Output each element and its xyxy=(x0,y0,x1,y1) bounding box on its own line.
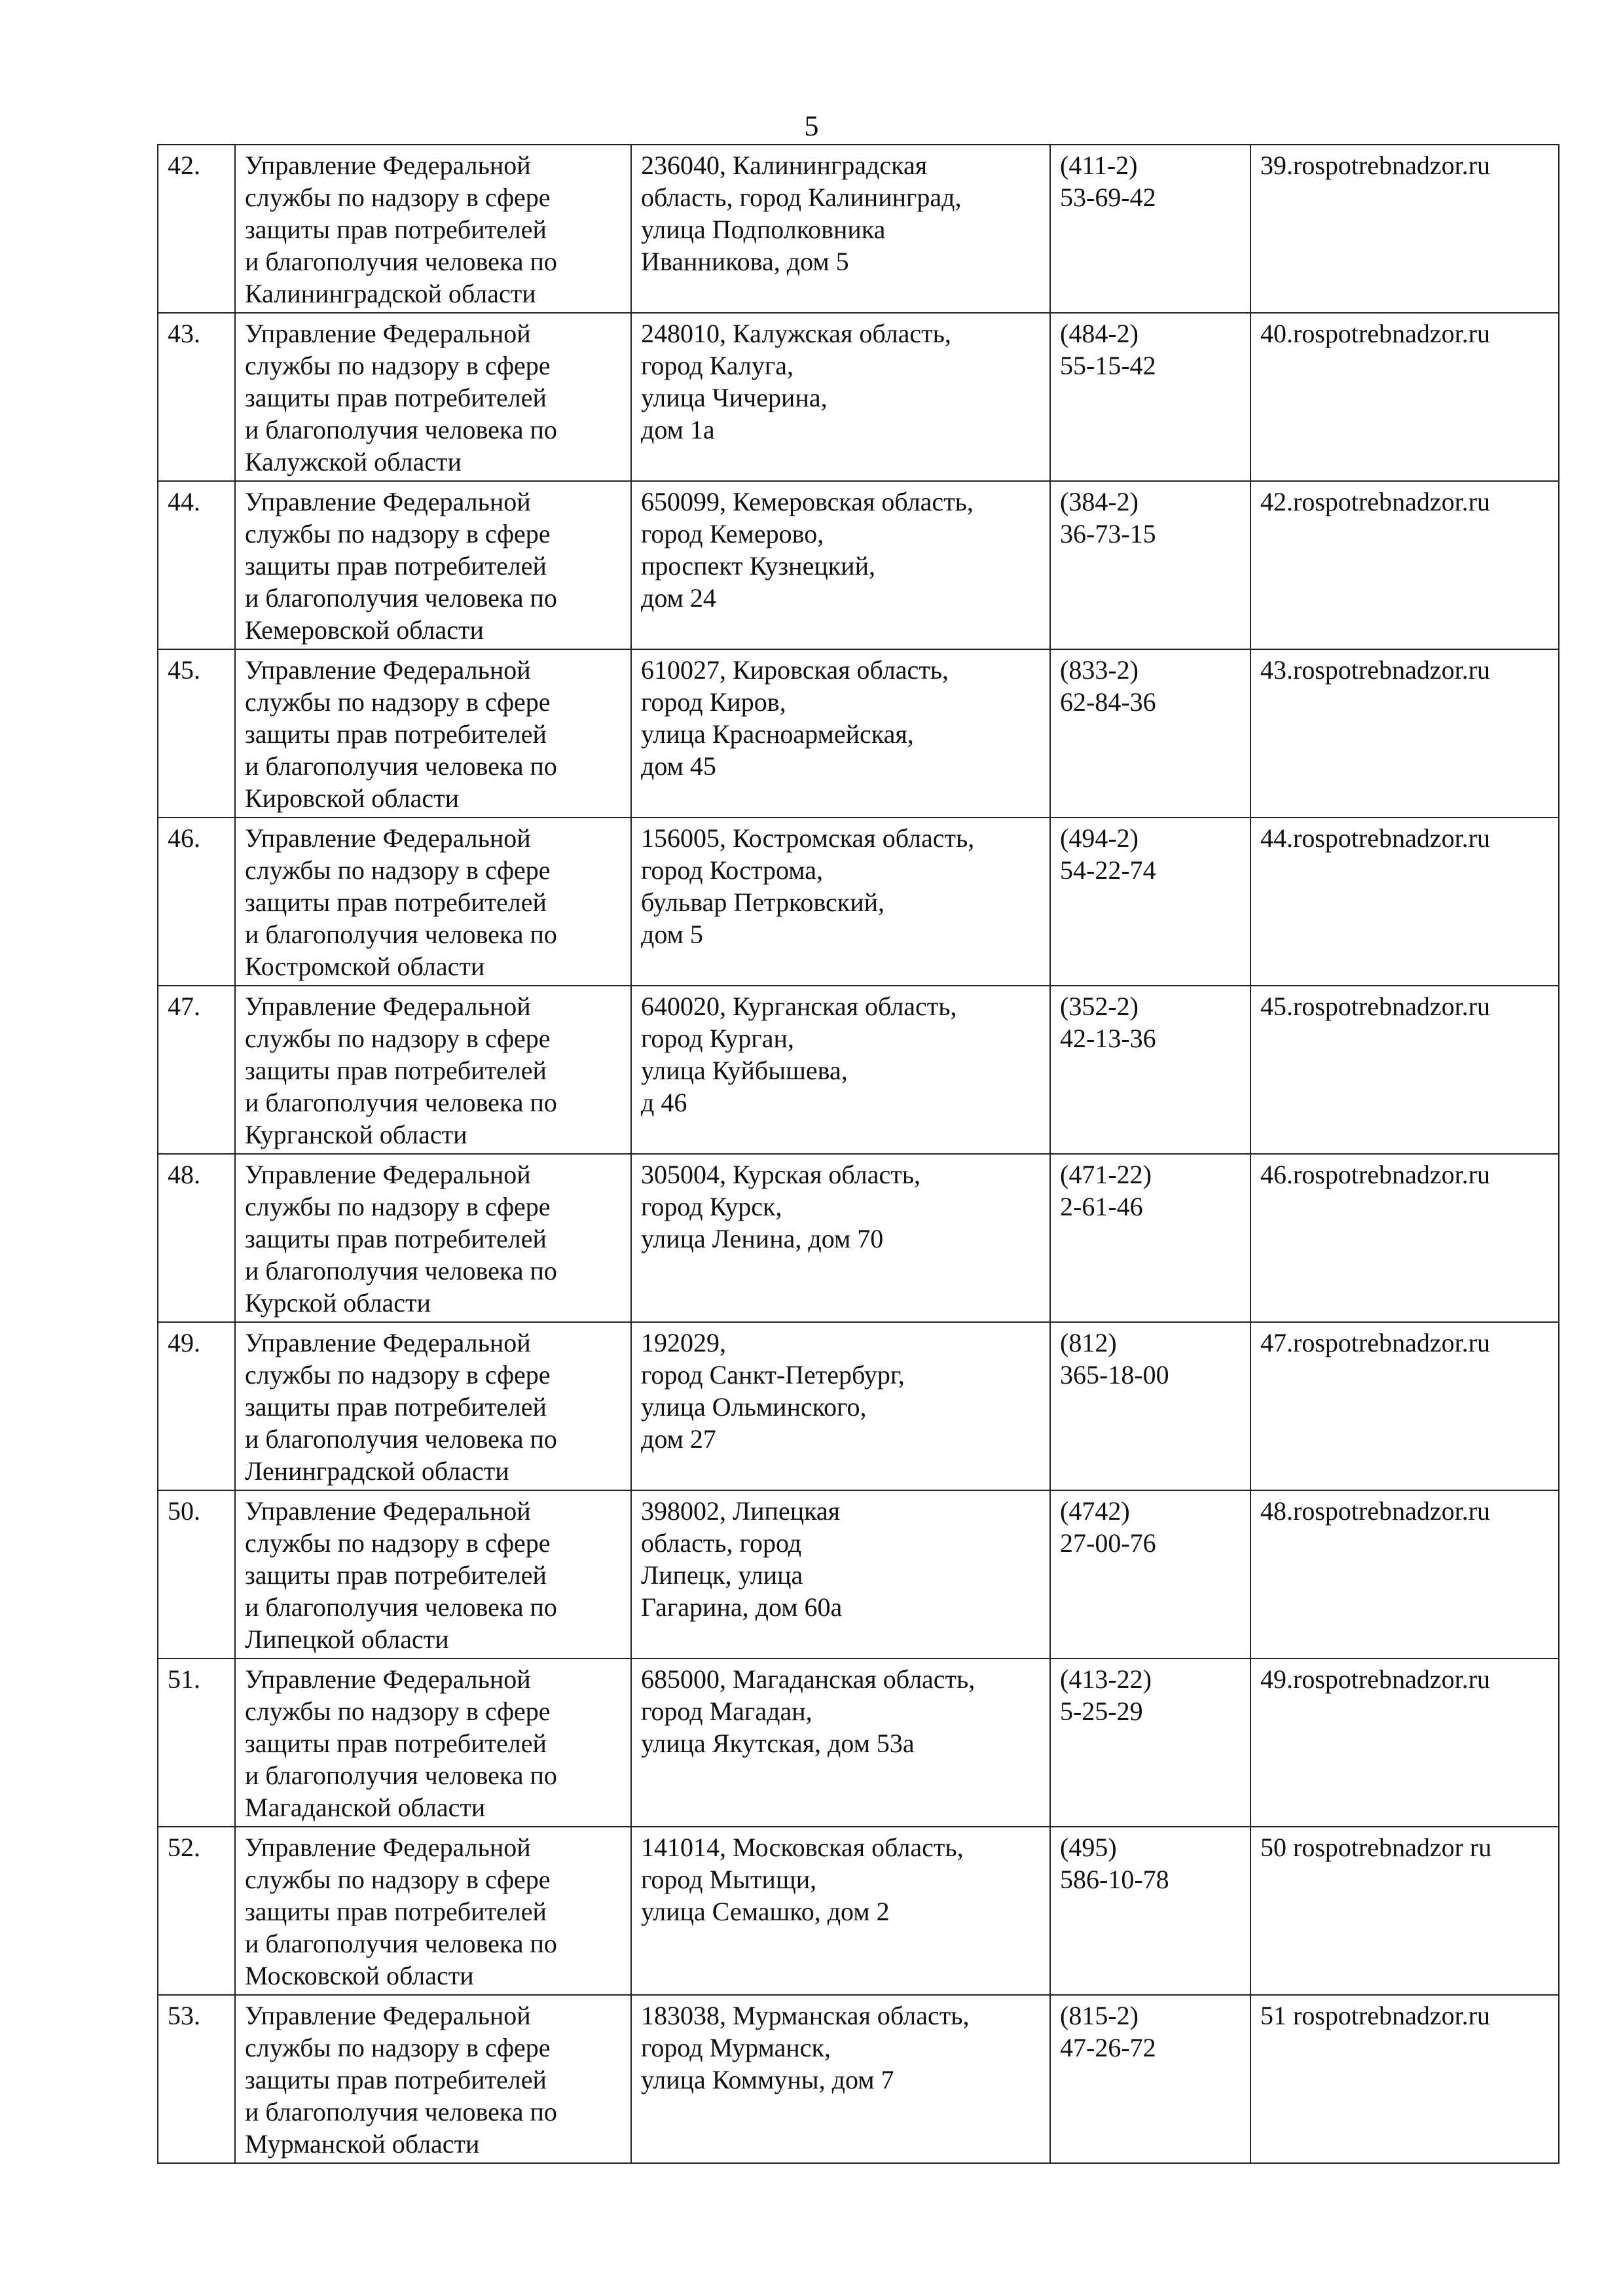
table-row xyxy=(158,986,1559,1154)
row-number: 53. xyxy=(158,1995,235,2163)
agency-phone: (413-22) 5-25-29 xyxy=(1050,1659,1250,1827)
agency-website: 42.rospotrebnadzor.ru xyxy=(1250,481,1559,649)
agency-phone: (484-2) 55-15-42 xyxy=(1050,313,1250,481)
agency-address: 640020, Курганская область, город Курган, улица Куйбышева, д 46 xyxy=(631,986,1050,1154)
agency-address: 398002, Липецкая область, город Липецк, улица Гагарина, дом 60а xyxy=(631,1490,1050,1659)
row-number: 48. xyxy=(158,1154,235,1322)
agency-name: Управление Федеральной службы по надзору в сфере защиты прав потребителей и благополучия человека по Кемеровской области xyxy=(235,481,631,649)
agency-website: 51 rospotrebnadzor.ru xyxy=(1250,1995,1559,2163)
table-row xyxy=(158,1154,1559,1322)
agency-name: Управление Федеральной службы по надзору в сфере защиты прав потребителей и благополучия человека по Московской области xyxy=(235,1827,631,1995)
row-number: 45. xyxy=(158,649,235,817)
row-number: 42. xyxy=(158,145,235,313)
agency-address: 192029, город Санкт-Петербург, улица Ольминского, дом 27 xyxy=(631,1322,1050,1490)
agency-phone: (411-2) 53-69-42 xyxy=(1050,145,1250,313)
row-number: 50. xyxy=(158,1490,235,1659)
agency-name: Управление Федеральной службы по надзору в сфере защиты прав потребителей и благополучия человека по Курганской области xyxy=(235,986,631,1154)
agency-address: 156005, Костромская область, город Кострома, бульвар Петрковский, дом 5 xyxy=(631,817,1050,986)
agency-website: 39.rospotrebnadzor.ru xyxy=(1250,145,1559,313)
agency-address: 305004, Курская область, город Курск, улица Ленина, дом 70 xyxy=(631,1154,1050,1322)
agency-name: Управление Федеральной службы по надзору в сфере защиты прав потребителей и благополучия человека по Калининградской области xyxy=(235,145,631,313)
agency-address: 610027, Кировская область, город Киров, улица Красноармейская, дом 45 xyxy=(631,649,1050,817)
table-row xyxy=(158,817,1559,986)
agency-name: Управление Федеральной службы по надзору в сфере защиты прав потребителей и благополучия человека по Калужской области xyxy=(235,313,631,481)
row-number: 52. xyxy=(158,1827,235,1995)
agency-name: Управление Федеральной службы по надзору в сфере защиты прав потребителей и благополучия человека по Кировской области xyxy=(235,649,631,817)
table-row xyxy=(158,1827,1559,1995)
agency-name: Управление Федеральной службы по надзору в сфере защиты прав потребителей и благополучия человека по Ленинградской области xyxy=(235,1322,631,1490)
agency-website: 45.rospotrebnadzor.ru xyxy=(1250,986,1559,1154)
table-row xyxy=(158,313,1559,481)
row-number: 51. xyxy=(158,1659,235,1827)
agency-name: Управление Федеральной службы по надзору в сфере защиты прав потребителей и благополучия человека по Липецкой области xyxy=(235,1490,631,1659)
agency-website: 48.rospotrebnadzor.ru xyxy=(1250,1490,1559,1659)
agency-address: 141014, Московская область, город Мытищи, улица Семашко, дом 2 xyxy=(631,1827,1050,1995)
agency-phone: (384-2) 36-73-15 xyxy=(1050,481,1250,649)
agency-phone: (815-2) 47-26-72 xyxy=(1050,1995,1250,2163)
agency-phone: (812) 365-18-00 xyxy=(1050,1322,1250,1490)
agency-website: 50 rospotrebnadzor ru xyxy=(1250,1827,1559,1995)
agency-address: 650099, Кемеровская область, город Кемерово, проспект Кузнецкий, дом 24 xyxy=(631,481,1050,649)
agency-website: 46.rospotrebnadzor.ru xyxy=(1250,1154,1559,1322)
agency-phone: (495) 586-10-78 xyxy=(1050,1827,1250,1995)
agency-name: Управление Федеральной службы по надзору в сфере защиты прав потребителей и благополучия человека по Курской области xyxy=(235,1154,631,1322)
table-row xyxy=(158,145,1559,313)
table-row xyxy=(158,1659,1559,1827)
agency-website: 47.rospotrebnadzor.ru xyxy=(1250,1322,1559,1490)
agency-website: 40.rospotrebnadzor.ru xyxy=(1250,313,1559,481)
row-number: 47. xyxy=(158,986,235,1154)
row-number: 43. xyxy=(158,313,235,481)
table-row xyxy=(158,649,1559,817)
agency-phone: (494-2) 54-22-74 xyxy=(1050,817,1250,986)
agency-phone: (352-2) 42-13-36 xyxy=(1050,986,1250,1154)
row-number: 46. xyxy=(158,817,235,986)
agency-name: Управление Федеральной службы по надзору в сфере защиты прав потребителей и благополучия человека по Мурманской области xyxy=(235,1995,631,2163)
agency-phone: (4742) 27-00-76 xyxy=(1050,1490,1250,1659)
agency-website: 43.rospotrebnadzor.ru xyxy=(1250,649,1559,817)
table-row xyxy=(158,1322,1559,1490)
agency-website: 44.rospotrebnadzor.ru xyxy=(1250,817,1559,986)
page-number: 5 xyxy=(804,110,819,142)
agency-name: Управление Федеральной службы по надзору в сфере защиты прав потребителей и благополучия человека по Магаданской области xyxy=(235,1659,631,1827)
agency-phone: (833-2) 62-84-36 xyxy=(1050,649,1250,817)
agency-name: Управление Федеральной службы по надзору в сфере защиты прав потребителей и благополучия человека по Костромской области xyxy=(235,817,631,986)
agency-address: 248010, Калужская область, город Калуга, улица Чичерина, дом 1а xyxy=(631,313,1050,481)
table-row xyxy=(158,1995,1559,2163)
table-row xyxy=(158,1490,1559,1659)
agency-registry-table xyxy=(157,144,1559,2164)
table-row xyxy=(158,481,1559,649)
agency-address: 183038, Мурманская область, город Мурманск, улица Коммуны, дом 7 xyxy=(631,1995,1050,2163)
row-number: 49. xyxy=(158,1322,235,1490)
agency-address: 236040, Калининградская область, город Калининград, улица Подполковника Иванникова, дом 5 xyxy=(631,145,1050,313)
agency-address: 685000, Магаданская область, город Магадан, улица Якутская, дом 53а xyxy=(631,1659,1050,1827)
agency-website: 49.rospotrebnadzor.ru xyxy=(1250,1659,1559,1827)
row-number: 44. xyxy=(158,481,235,649)
agency-phone: (471-22) 2-61-46 xyxy=(1050,1154,1250,1322)
